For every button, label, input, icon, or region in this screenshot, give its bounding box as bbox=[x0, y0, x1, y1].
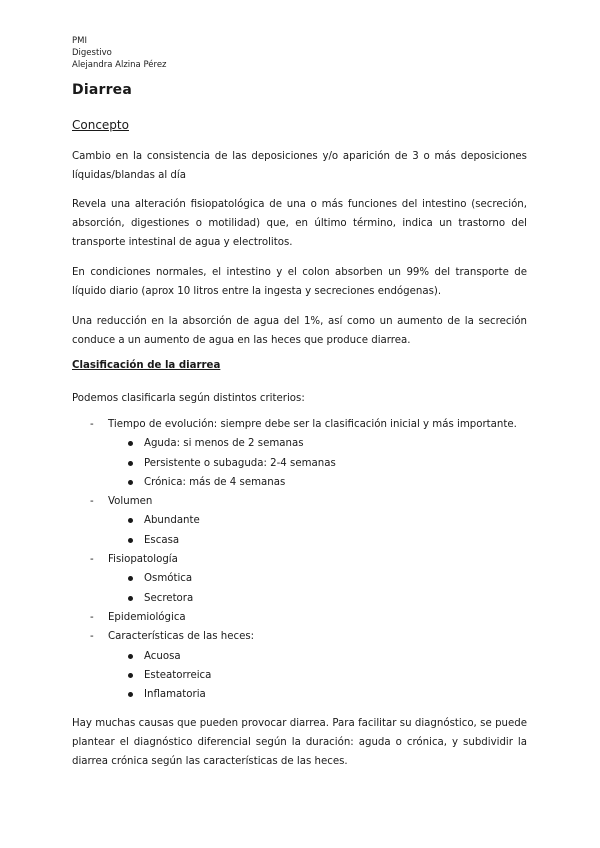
page-title: Diarrea bbox=[72, 82, 133, 98]
dash-marker: - bbox=[90, 419, 94, 430]
header-author: Alejandra Alzina Pérez bbox=[72, 60, 167, 70]
subcriterion-item bbox=[72, 434, 532, 453]
dash-marker: - bbox=[90, 631, 94, 643]
subcriterion-label: Osmótica bbox=[144, 573, 193, 585]
criteria-list bbox=[72, 415, 532, 704]
subcriterion-label: Esteatorreica bbox=[144, 669, 212, 681]
bullet-icon bbox=[128, 673, 133, 678]
subcriterion-item bbox=[72, 511, 532, 530]
subcriterion-item bbox=[72, 531, 532, 550]
bullet-icon bbox=[128, 576, 133, 581]
document-header bbox=[72, 35, 167, 71]
paragraph-alteration: Revela una alteración fisiopatológica de una o más funciones del intestino (secreción, absorción, digestiones o motilidad) que, en último término, indica un trastorno del transporte intestinal de agua y electrolitos. bbox=[72, 199, 527, 248]
header-topic: Digestivo bbox=[72, 48, 112, 58]
criterion-label: Tiempo de evolución: siempre debe ser la clasificación inicial y más importante. bbox=[108, 419, 517, 430]
subcriterion-label: Secretora bbox=[144, 592, 194, 604]
paragraph-definition: Cambio en la consistencia de las deposiciones y/o aparición de 3 o más deposiciones líquidas/blandas al día bbox=[72, 151, 527, 181]
bullet-icon bbox=[128, 480, 133, 485]
criterion-label: Fisiopatología bbox=[108, 554, 178, 566]
subcriterion-label: Inflamatoria bbox=[144, 689, 206, 701]
subcriterion-item bbox=[72, 473, 532, 492]
subcriterion-item bbox=[72, 666, 532, 685]
bullet-icon bbox=[128, 596, 133, 601]
subcriterion-label: Persistente o subaguda: 2-4 semanas bbox=[144, 457, 336, 469]
subcriterion-label: Abundante bbox=[144, 515, 200, 527]
subcriterion-label: Aguda: si menos de 2 semanas bbox=[144, 438, 304, 450]
criterion-item bbox=[72, 550, 532, 569]
subcriterion-label: Crónica: más de 4 semanas bbox=[144, 476, 286, 488]
subcriterion-label: Acuosa bbox=[144, 650, 181, 662]
bullet-icon bbox=[128, 538, 133, 543]
criterion-label: Características de las heces: bbox=[108, 631, 255, 643]
criterion-label: Volumen bbox=[108, 496, 153, 508]
criterion-item bbox=[72, 415, 532, 434]
dash-marker: - bbox=[90, 496, 94, 508]
paragraph-absorption: Una reducción en la absorción de agua del 1%, así como un aumento de la secreción conduce a un aumento de agua en las heces que produce diarrea. bbox=[72, 316, 527, 346]
dash-marker: - bbox=[90, 554, 94, 566]
bullet-icon bbox=[128, 692, 133, 697]
subcriterion-label: Escasa bbox=[144, 534, 180, 546]
bullet-icon bbox=[128, 441, 133, 446]
classification-heading: Clasificación de la diarrea bbox=[72, 360, 221, 371]
criterion-item bbox=[72, 627, 532, 646]
bullet-icon bbox=[128, 461, 133, 466]
paragraph-closing: Hay muchas causas que pueden provocar diarrea. Para facilitar su diagnóstico, se puede plantear el diagnóstico diferencial según la duración: aguda o crónica, y subdividir la diarrea crónica según las características de las heces. bbox=[72, 718, 527, 767]
subcriterion-item bbox=[72, 685, 532, 704]
dash-marker: - bbox=[90, 611, 94, 623]
subcriterion-item bbox=[72, 454, 532, 473]
subcriterion-item bbox=[72, 647, 532, 666]
criterion-label: Epidemiológica bbox=[108, 611, 186, 623]
concept-heading: Concepto bbox=[72, 118, 129, 132]
classification-intro: Podemos clasificarla según distintos criterios: bbox=[72, 393, 305, 404]
subcriterion-item bbox=[72, 589, 532, 608]
criterion-item bbox=[72, 492, 532, 511]
paragraph-normal-conditions: En condiciones normales, el intestino y el colon absorben un 99% del transporte de líquido diario (aprox 10 litros entre la ingesta y secreciones endógenas). bbox=[72, 267, 527, 297]
bullet-icon bbox=[128, 518, 133, 523]
header-subject: PMI bbox=[72, 36, 87, 46]
subcriterion-item bbox=[72, 569, 532, 588]
criterion-item bbox=[72, 608, 532, 627]
bullet-icon bbox=[128, 654, 133, 659]
